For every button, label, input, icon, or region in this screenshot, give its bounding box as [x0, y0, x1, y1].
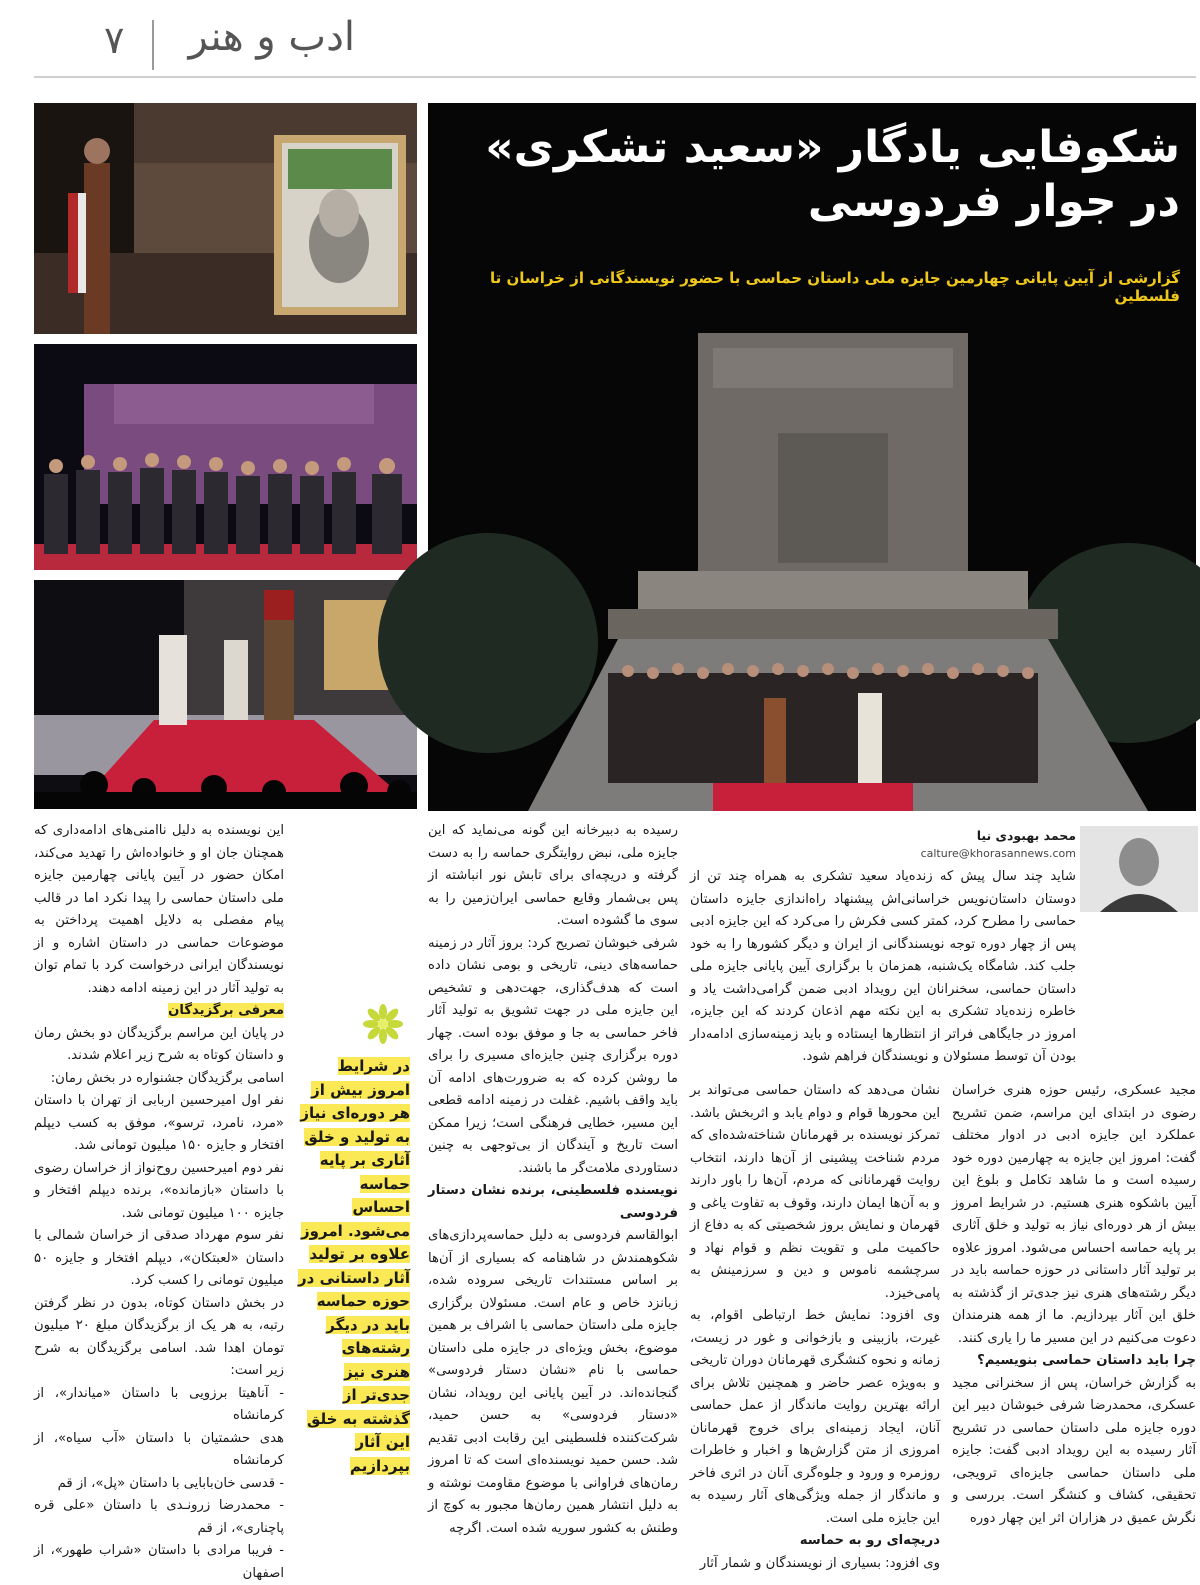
- pull-quote: در شرایط امروز بیش از هر دوره‌ای نیاز به تولید و خلق آثاری بر پایه حماسه احساس می‌شود. امروز علاوه بر تولید آثار داستانی در حوزه حماسه باید در دیگر رشته‌های هنری نیز جدی‌تر از گذشته به خلق این آثار بپردازیم: [298, 1057, 410, 1475]
- author-name: محمد بهبودی نیا: [976, 828, 1076, 843]
- short-story-winner-1: - آناهیتا برزویی با داستان «میاندار»، از کرمانشاه: [34, 1385, 284, 1423]
- column-d-text: این نویسنده به دلیل ناامنی‌های ادامه‌داری که همچنان جان او و خانواده‌اش را تهدید می‌کند، امکان حضور در آیین پایانی چهارمین جایزه ملی داستان حماسی را پیدا نکرد اما در قالب پیام مفصلی به دلایل اهمیت پرداختن به موضوعات حماسی در داستان اشاره و از نویسندگان ایرانی درخواست کرد با تمام توان به تولید آثار در این زمینه ادامه دهند.: [34, 823, 284, 996]
- performance-photo: [34, 580, 417, 809]
- winner-2: نفر دوم امیرحسین روح‌نواز از خراسان رضوی با داستان «بازمانده»، برنده دیپلم افتخار و جایزه ۱۰۰ میلیون تومانی شد.: [34, 1160, 284, 1221]
- column-a: [952, 1080, 1196, 1560]
- winner-3: نفر سوم مهرداد صدقی از خراسان شمالی با داستان «لعبتکان»، دیپلم افتخار و جایزه ۵۰ میلیون تومانی را کسب کرد.: [34, 1228, 284, 1288]
- column-b-text-3: وی افزود: بسیاری از نویسندگان و شمار آثار: [699, 1555, 940, 1571]
- column-d-subheading: معرفی برگزیدگان: [168, 1003, 284, 1018]
- short-story-winner-2: هدی حشمتیان با داستان «آب سیاه»، از کرمانشاه: [34, 1430, 284, 1468]
- column-d-text-2: در پایان این مراسم برگزیدگان دو بخش رمان و داستان کوتاه به شرح زیر اعلام شدند.: [34, 1025, 284, 1063]
- headline-line-2: در جوار فردوسی: [807, 175, 1180, 227]
- short-story-winner-4: - محمدرضا زرونـدی با داستان «علی قره پاچناری»، از قم: [34, 1498, 284, 1536]
- photo-credit: [2, 640, 24, 820]
- column-c-subheading: نویسنده فلسطینی، برنده نشان دستار فردوسی: [428, 1183, 678, 1221]
- subheadline: گزارشی از آیین پایانی چهارمین جایزه ملی داستان حماسی با حضور نویسندگانی از خراسان تا فلسطین: [490, 269, 1180, 305]
- column-c-text-3: ابوالقاسم فردوسی به دلیل حماسه‌پردازی‌های شکوهمندش در شاهنامه که بسیاری از آن‌ها بر اساس مستندات تاریخی سروده شده، زبانزد خاص و عام است. مسئولان برگزاری جایزه ملی داستان حماسی با اشراف بر همین موضوع، بخش ویژه‌ای در جایزه ملی داستان حماسی با نام «نشان دستار فردوسی» گنجانده‌اند. در آیین پایانی این رویداد، نشان «دستار فردوسی» به حسن حمید، شرکت‌کننده فلسطینی این رقابت ادبی تقدیم شد. حسن حمید نویسنده‌ای است که تا امروز رمان‌های فراوانی با موضوع مقاومت نوشته و به دلیل انتشار همین رمان‌ها مجبور به کوچ از وطنش به کشور سوریه شده است. اگرچه: [428, 1228, 678, 1536]
- column-a-subheading: چرا باید داستان حماسی بنویسیم؟: [977, 1353, 1196, 1368]
- header-divider: [152, 20, 154, 70]
- section-title: ادب و هنر: [188, 14, 355, 60]
- column-d-text-3: اسامی برگزیدگان جشنواره در بخش رمان:: [50, 1070, 284, 1086]
- column-c-text-2: شرفی خبوشان تصریح کرد: بروز آثار در زمینه حماسه‌های دینی، تاریخی و بومی نشان داده است که هدف‌گذاری، جهت‌دهی و تشخیص این جایزه ملی در جهت تشویق به تولید آثار فاخر حماسی به جا و موفق بوده است. چهار دوره برگزاری چنین جایزه‌ای مسیری را برای ما روشن کرده که به ضرورت‌های ادامه آن باید واقف باشیم. غفلت در زمینه ادامه قطعی این مسیر، خطایی فرهنگی است؛ زیرا ممکن است تاریخ و آیندگان از بی‌توجهی به چنین دستاوردی ملامت‌گر ما باشند.: [428, 935, 678, 1176]
- header-rule: [34, 76, 1196, 78]
- column-b-text-2: وی افزود: نمایش خط ارتباطی اقوام، به غیرت، بازبینی و بازخوانی و غور در زیست، زمانه و نحوه کنشگری قهرمانان دوران تاریخی و به‌ویژه عصر حاضر و همچنین تلاش برای ارائه بهترین روایت ماندگار از عمل حماسی آنان، ایجاد زمینه‌ای برای خروج قهرمانان امروزی از متن گزارش‌ها و اخبار و خاطرات روزمره و ورود و جلوه‌گری آنان در اثری فاخر و ماندگار از جمله ویژگی‌های آثار رسیده به این جایزه ملی است.: [690, 1308, 940, 1526]
- short-story-winner-5: - فریبا مرادی با داستان «شراب طهور»، از اصفهان: [34, 1543, 284, 1581]
- column-a-text: مجید عسکری، رئیس حوزه هنری خراسان رضوی در ابتدای این مراسم، ضمن تشریح عملکرد این جایزه ادبی در ادوار مختلف گفت: امروز این جایزه به چهارمین دوره خود رسیده است و ما شاهد تکامل و بلوغ این آیین باشکوه هنری هستیم. در شرایط امروز بیش از هر دوره‌ای نیاز به تولید و خلق آثاری بر پایه حماسه احساس می‌شود. امروز علاوه بر تولید آثار داستانی در حوزه حماسه باید در دیگر رشته‌های هنری نیز جدی‌تر از گذشته به خلق این آثار بپردازیم. ما از همه هنرمندان دعوت می‌کنیم در این مسیر ما را یاری کنند.: [952, 1083, 1196, 1346]
- column-d: [34, 820, 285, 1581]
- flower-icon: [363, 1004, 403, 1044]
- tomb-photo: [428, 313, 1196, 811]
- column-c-text: رسیده به دبیرخانه این گونه می‌نماید که این جایزه ملی، نبض روایتگری حماسه را به دست گرفته و دریچه‌ای برای تابش نور انباشته از پس بی‌شمار وقایع حماسی ایران‌زمین را به سوی ما گشوده است.: [428, 823, 678, 928]
- headline: [440, 121, 1180, 228]
- author-email: calture@khorasannews.com: [920, 847, 1076, 860]
- headline-line-1: شکوفایی یادگار «سعید تشکری»: [485, 122, 1180, 173]
- intro-paragraph: شاید چند سال پیش که زنده‌یاد سعید تشکری به همراه چند تن از دوستان داستان‌نویس خراسانی‌اش پیشنهاد راه‌اندازی جایزه داستان حماسی را مطرح کرد، کمتر کسی فکرش را می‌کرد که این جایزه ادبی پس از چهار دوره توجه نویسندگانی از ایران و دیگر کشورها را به خود جلب کند. شامگاه یک‌شنبه، همزمان با برگزاری آیین پایانی جایزه ملی داستان حماسی، سخنرانان این رویداد ادبی ضمن گرامی‌داشت یاد و خاطره زنده‌یاد تشکری به این نکته مهم اذعان کردند که این جایزه، امروز در جایگاهی فراتر از انتظارها ایستاده و باید زمینه‌سازی ادامه‌دار بودن آن توسط مسئولان و نویسندگان فراهم شود.: [690, 869, 1076, 1064]
- column-c: [428, 820, 678, 1560]
- column-b-subheading: دریچه‌ای رو به حماسه: [799, 1533, 940, 1548]
- page-header: [0, 0, 1200, 80]
- column-a-text-2: به گزارش خراسان، پس از سخنرانی مجید عسکری، محمدرضا شرفی خبوشان دبیر این دوره جایزه ملی داستان حماسی در تشریح آثار رسیده به این رویداد ادبی گفت: جایزه ملی داستان حماسی جایزه‌ای ترویجی، تحقیقی، کشاف و کنشگر است. بررسی و نگرش عمیق در هزاران اثر این چهار دوره: [952, 1375, 1196, 1526]
- speaker-photo: [34, 103, 417, 334]
- hero-section: [428, 103, 1196, 811]
- group-photo: [34, 344, 417, 570]
- column-d-text-7: در بخش داستان کوتاه، بدون در نظر گرفتن رتبه، به هر یک از برگزیدگان مبلغ ۲۰ میلیون تومان اهدا شد. اسامی برگزیدگان به شرح زیر است:: [34, 1295, 285, 1378]
- column-b-text: نشان می‌دهد که داستان حماسی می‌تواند بر این محورها قوام و دوام یابد و اثربخش باشد. تمرکز نویسنده بر قهرمانان شناخته‌شده‌ای که مردم شناخت پیشینی از آن‌ها دارند، انتخاب روایت قهرمانانی که مردم، آن‌ها را باور دارند و به آن‌ها ایمان دارند، وقوف به تفاوت یاغی و قهرمان و نمایش بروز شخصیتی که به دفاع از حاکمیت ملی و تقویت نظم و قوام نهاد و سرچشمه ناموس و دین و سرزمینش به پامی‌خیزد.: [690, 1083, 940, 1301]
- column-b: [690, 1080, 940, 1571]
- winner-1: نفر اول امیرحسین اربابی از تهران با داستان «مرد، نامرد، ترسو»، موفق به کسب دیپلم افتخار و جایزه ۱۵۰ میلیون تومانی شد.: [34, 1093, 284, 1153]
- page-number: ۷: [104, 18, 125, 62]
- author-photo: [1080, 826, 1198, 912]
- short-story-winner-3: - قدسی خان‌بابایی با داستان «پل»، از قم: [57, 1475, 284, 1491]
